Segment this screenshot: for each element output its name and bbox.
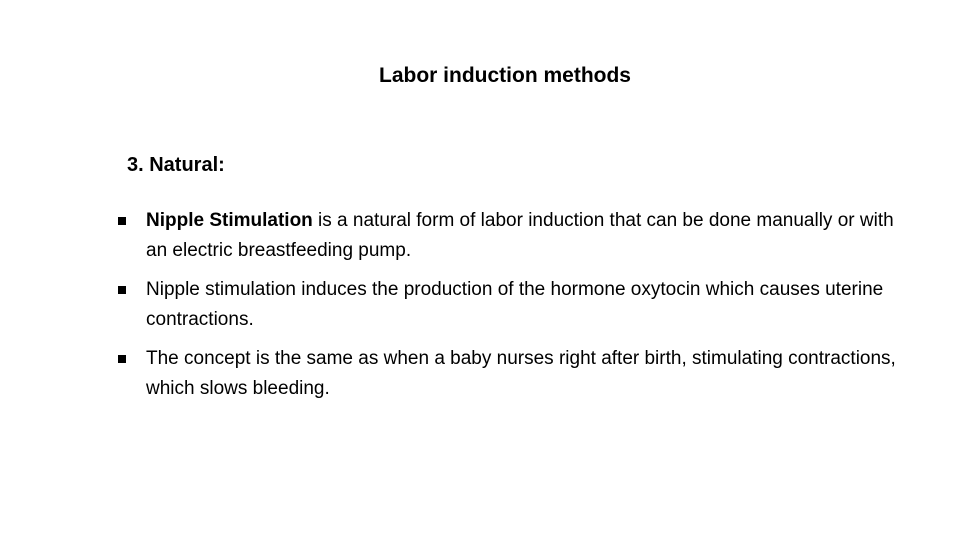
bullet-list — [118, 206, 908, 413]
bullet-text: The concept is the same as when a baby nurses right after birth, stimulating contractions, which slows bleeding. — [146, 348, 896, 399]
square-bullet-icon — [118, 355, 126, 363]
slide-title: Labor induction methods — [379, 64, 631, 87]
bullet-text: Nipple stimulation induces the production of the hormone oxytocin which causes uterine contractions. — [146, 279, 884, 330]
list-item — [118, 344, 908, 404]
list-item — [118, 275, 908, 335]
list-item — [118, 206, 908, 266]
bullet-text: is a natural form of labor induction that can be done manually or with an electric breastfeeding pump. — [146, 210, 894, 261]
square-bullet-icon — [118, 286, 126, 294]
square-bullet-icon — [118, 217, 126, 225]
section-heading: 3. Natural: — [127, 154, 225, 176]
bullet-lead-text: Nipple Stimulation — [146, 210, 313, 231]
